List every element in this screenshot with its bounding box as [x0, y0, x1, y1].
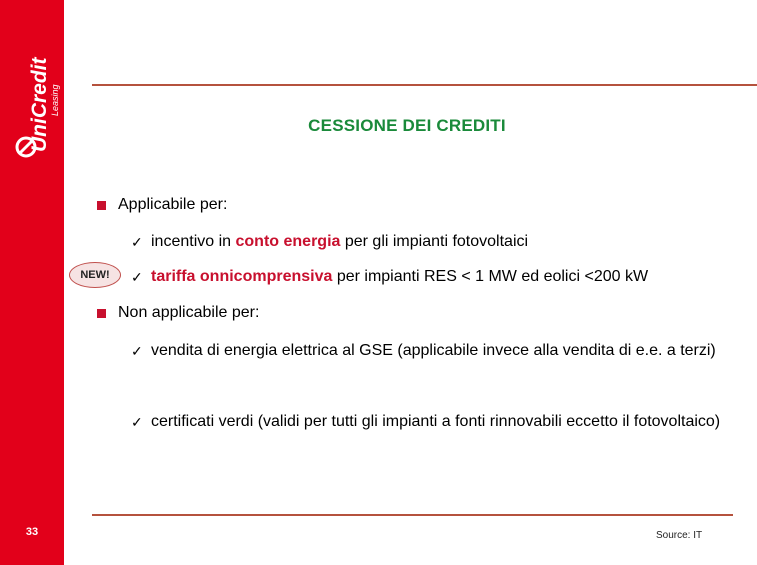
item-text: per gli impianti fotovoltaici	[340, 233, 529, 250]
checkmark-icon: ✓	[131, 269, 143, 285]
checkmark-icon: ✓	[131, 414, 143, 430]
square-bullet-icon	[97, 201, 106, 210]
list-item	[151, 261, 723, 293]
highlight-term: tariffa onnicomprensiva	[151, 268, 333, 285]
page-number: 33	[25, 526, 39, 538]
slide-title: CESSIONE DEI CREDITI	[308, 116, 506, 135]
brand-sidebar	[0, 0, 64, 565]
svg-text:UniCredit: UniCredit	[28, 57, 51, 152]
item-text: incentivo in	[151, 233, 236, 250]
item-text: per impianti RES < 1 MW ed eolici <200 kW	[332, 268, 649, 285]
list-item: certificati verdi (validi per tutti gli impianti a fonti rinnovabili eccetto il fotovoltaico)	[151, 413, 721, 430]
section-label-applicable: Applicabile per:	[118, 196, 228, 213]
svg-text:Leasing: Leasing	[50, 84, 60, 116]
bottom-divider	[92, 514, 733, 516]
square-bullet-icon	[97, 309, 106, 318]
source-note: Source: IT	[656, 530, 703, 541]
checkmark-icon: ✓	[131, 343, 143, 359]
new-badge: NEW!	[69, 262, 121, 288]
list-item: vendita di energia elettrica al GSE (applicabile invece alla vendita di e.e. a terzi)	[151, 342, 716, 359]
section-label-not-applicable: Non applicabile per:	[118, 304, 260, 321]
top-divider	[92, 84, 757, 86]
checkmark-icon: ✓	[131, 234, 143, 250]
list-item	[151, 226, 723, 258]
unicredit-logo	[0, 12, 64, 162]
highlight-term: conto energia	[235, 233, 341, 250]
